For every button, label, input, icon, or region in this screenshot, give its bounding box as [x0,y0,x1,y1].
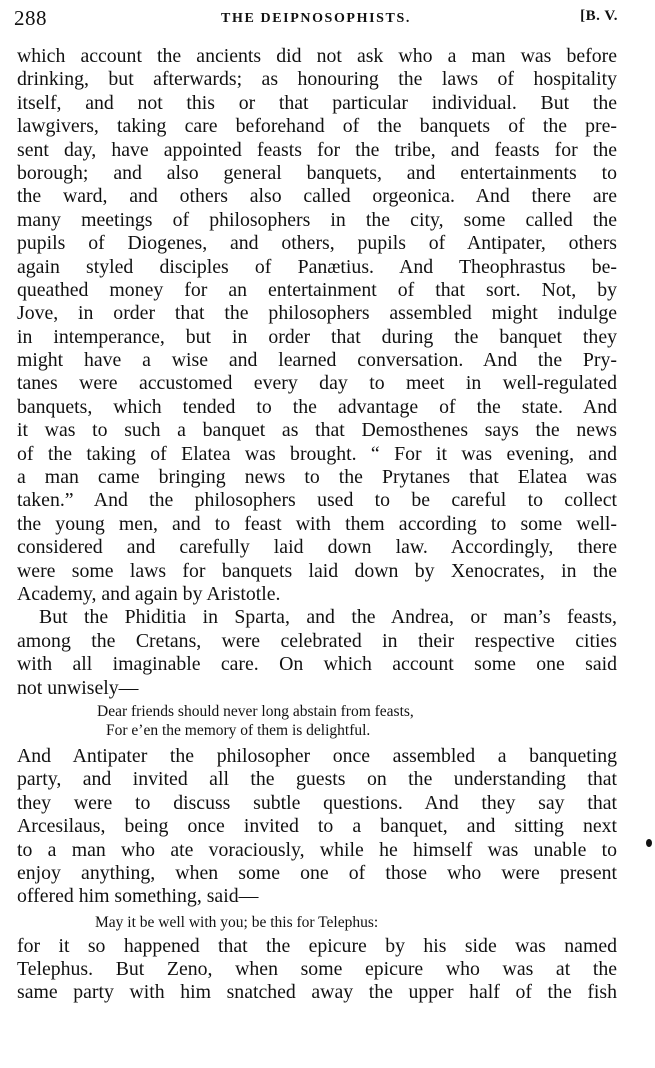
verse-line: For e’en the memory of them is delightful. [106,721,371,739]
text-line: borough; and also general banquets, and entertainments to [17,161,617,184]
text-line: But the Phiditia in Sparta, and the Andrea, or man’s feasts, [39,606,617,629]
text-line: of the taking of Elatea was brought. “ For it was evening, and [17,442,617,465]
text-line: considered and carefully laid down law. Accordingly, there [17,536,617,559]
page-number: 288 [14,6,47,30]
text-line: with all imaginable care. On which account some one said [17,653,617,676]
text-line: Arcesilaus, being once invited to a banquet, and sitting next [17,815,617,838]
text-line: Jove, in order that the philosophers assembled might indulge [17,302,617,325]
section-mark: [B. V. [580,8,618,24]
text-line: they were to discuss subtle questions. And they say that [17,791,617,814]
text-line: for it so happened that the epicure by his side was named [17,934,617,957]
paragraph-1 [17,45,617,606]
text-line: queathed money for an entertainment of that sort. Not, by [17,278,617,301]
page-header [14,6,618,32]
text-line: Telephus. But Zeno, when some epicure who was at the [17,958,617,981]
text-line: which account the ancients did not ask who a man was before [17,45,617,67]
text-line: taken.” And the philosophers used to be careful to collect [17,489,617,512]
text-line: in intemperance, but in order that during the banquet they [17,325,617,348]
text-line: And Antipater the philosopher once assembled a banqueting [17,744,617,767]
text-line: pupils of Diogenes, and others, pupils of Antipater, others [17,232,617,255]
paragraph-4 [17,935,617,1005]
text-line: it was to such a banquet as that Demosthenes says the news [17,419,617,442]
text-line: many meetings of philosophers in the city, some called the [17,208,617,231]
verse-quotation-1 [17,702,617,740]
text-line: were some laws for banquets laid down by Xenocrates, in the [17,559,617,582]
text-line: again styled disciples of Panætius. And Theophrastus be- [17,255,617,278]
paragraph-3 [17,745,617,909]
text-line: sent day, have appointed feasts for the tribe, and feasts for the [17,138,617,161]
ink-smudge [646,839,652,847]
text-line: banquets, which tended to the advantage of the state. And [17,395,617,418]
text-line: Academy, and again by Aristotle. [17,582,281,605]
body-text [17,45,617,1005]
verse-quotation-2 [17,913,617,932]
text-line: enjoy anything, when some one of those who were present [17,861,617,884]
verse-line: May it be well with you; be this for Telephus: [95,913,379,931]
text-line: might have a wise and learned conversation. And the Pry- [17,349,617,372]
text-line: same party with him snatched away the upper half of the fish [17,981,617,1004]
paragraph-2 [17,606,617,700]
text-line: to a man who ate voraciously, while he himself was unable to [17,838,617,861]
running-title: THE DEIPNOSOPHISTS. [221,11,411,26]
text-line: a man came bringing news to the Prytanes that Elatea was [17,466,617,489]
verse-line: Dear friends should never long abstain from feasts, [97,702,414,720]
text-line: the young men, and to feast with them according to some well- [17,512,617,535]
text-line: lawgivers, taking care beforehand of the banquets of the pre- [17,115,617,138]
text-line: offered him something, said— [17,885,259,908]
text-line: not unwisely— [17,676,139,699]
text-line: drinking, but afterwards; as honouring the laws of hospitality [17,68,617,91]
text-line: party, and invited all the guests on the understanding that [17,768,617,791]
text-line: itself, and not this or that particular individual. But the [17,91,617,114]
text-line: tanes were accustomed every day to meet in well-regulated [17,372,617,395]
text-line: the ward, and others also called orgeonica. And there are [17,185,617,208]
text-line: among the Cretans, were celebrated in their respective cities [17,629,617,652]
